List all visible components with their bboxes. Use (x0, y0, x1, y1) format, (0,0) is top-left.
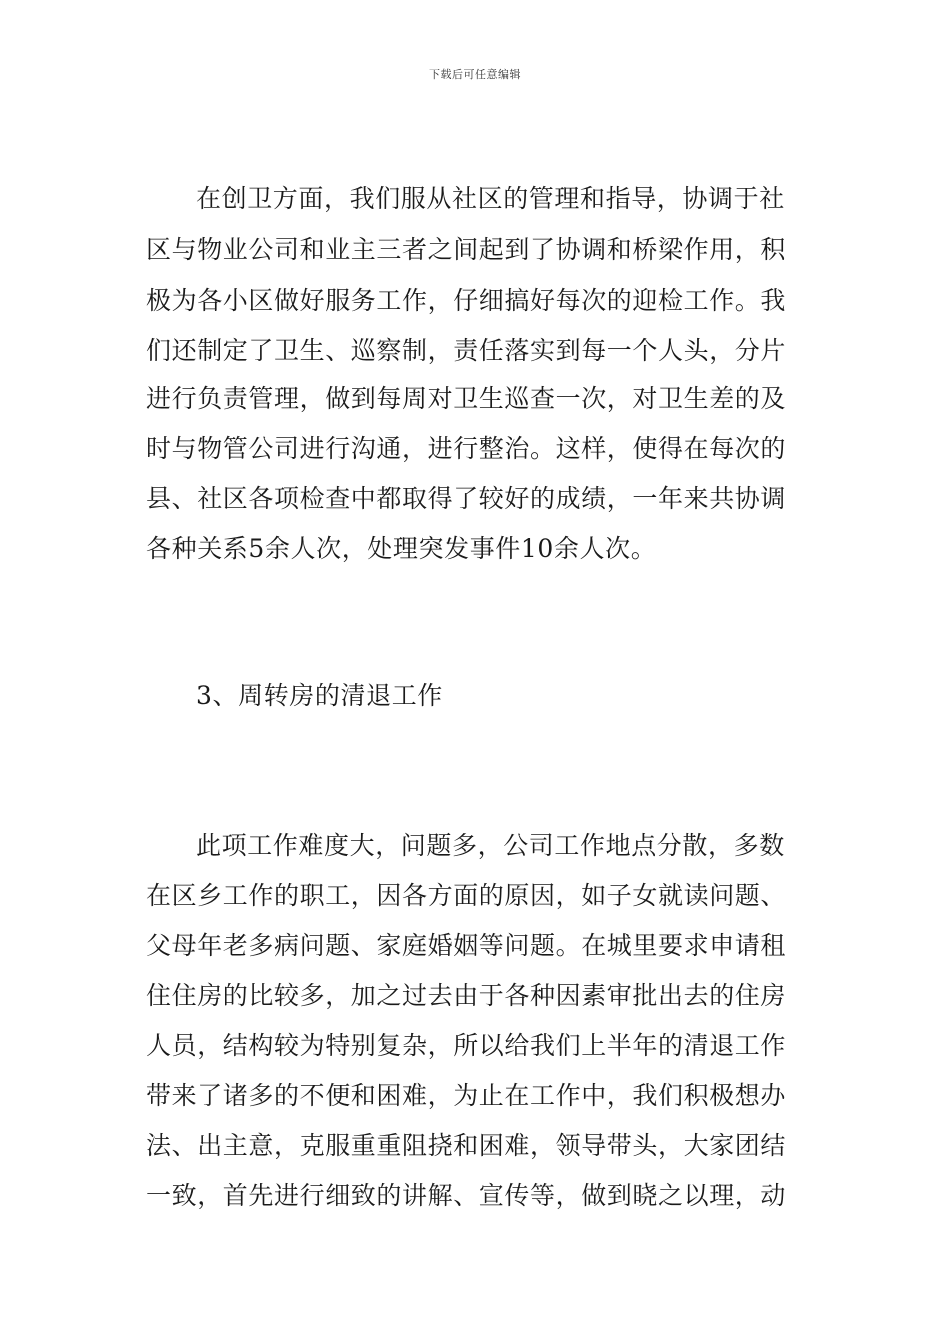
section-heading: 3、周转房的清退工作 (196, 681, 443, 710)
paragraph-1-line: 各种关系5余人次，处理突发事件10余人次。 (146, 534, 657, 563)
paragraph-2-line: 人员，结构较为特别复杂，所以给我们上半年的清退工作 (146, 1031, 787, 1060)
paragraph-2-line: 带来了诸多的不便和困难，为止在工作中，我们积极想办 (146, 1081, 787, 1110)
paragraph-1-line: 在创卫方面，我们服从社区的管理和指导，协调于社 (196, 184, 785, 213)
paragraph-2-line: 一致，首先进行细致的讲解、宣传等，做到晓之以理，动 (146, 1181, 787, 1210)
paragraph-2-line: 在区乡工作的职工，因各方面的原因，如子女就读问题、 (146, 881, 787, 910)
paragraph-2-line: 法、出主意，克服重重阻挠和困难，领导带头，大家团结 (146, 1131, 787, 1160)
paragraph-1-line: 进行负责管理，做到每周对卫生巡查一次，对卫生差的及 (146, 384, 787, 413)
page-header-note: 下载后可任意编辑 (429, 68, 521, 81)
paragraph-2-line: 住住房的比较多，加之过去由于各种因素审批出去的住房 (146, 981, 787, 1010)
paragraph-1-line: 区与物业公司和业主三者之间起到了协调和桥梁作用，积 (146, 235, 787, 264)
paragraph-2-line: 此项工作难度大，问题多，公司工作地点分散，多数 (196, 831, 785, 860)
paragraph-1-line: 县、社区各项检查中都取得了较好的成绩，一年来共协调 (146, 484, 787, 513)
paragraph-1-line: 极为各小区做好服务工作，仔细搞好每次的迎检工作。我 (146, 286, 787, 315)
paragraph-1-line: 时与物管公司进行沟通，进行整治。这样，使得在每次的 (146, 434, 787, 463)
paragraph-1-line: 们还制定了卫生、巡察制，责任落实到每一个人头，分片 (146, 336, 787, 365)
paragraph-2-line: 父母年老多病问题、家庭婚姻等问题。在城里要求申请租 (146, 931, 787, 960)
